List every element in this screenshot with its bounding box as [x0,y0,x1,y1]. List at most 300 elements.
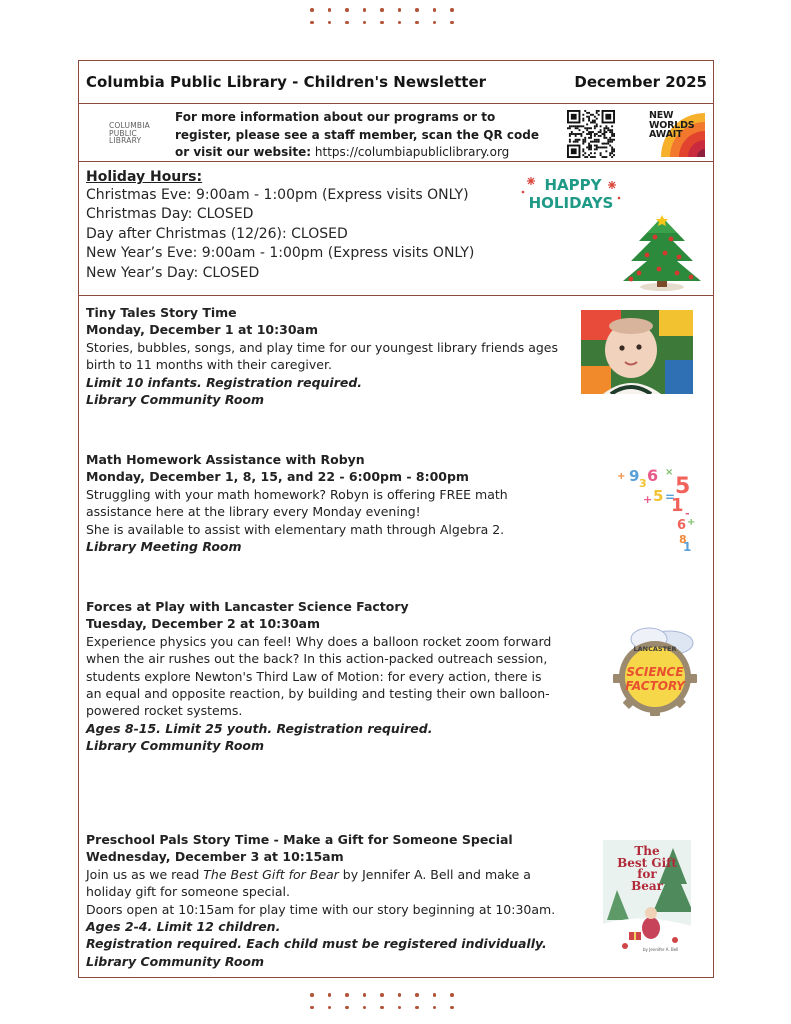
qr-module [586,112,588,114]
qr-module [613,150,615,152]
qr-module [605,146,607,148]
decor-dot [345,8,349,12]
math-glyph: 6 [647,467,659,485]
qr-module [594,133,596,135]
qr-module [594,145,596,147]
qr-module [590,141,592,143]
qr-module [588,146,590,148]
book-title-line: for [637,867,657,881]
holidays-text: HOLIDAYS [528,194,614,212]
decor-dot [380,8,384,12]
qr-module [571,114,577,120]
qr-module [594,139,596,141]
decor-dot [433,8,437,12]
events-section [79,296,713,976]
qr-module [603,146,605,148]
qr-module [609,139,611,141]
qr-module [575,139,577,141]
qr-module [592,131,594,133]
qr-module [582,143,584,145]
qr-module [598,139,600,141]
event-note: Ages 8-15. Limit 25 youth. Registration required. [86,720,433,736]
qr-module [592,156,594,158]
qr-module [582,148,584,150]
qr-module [611,139,613,141]
qr-module [584,127,586,129]
qr-module [611,152,613,154]
qr-module [605,131,607,133]
factory-logo-word: FACTORY [625,679,685,693]
qr-module [605,156,607,158]
qr-module [602,156,604,158]
qr-module [609,137,611,139]
christmas-tree-icon [617,207,707,293]
decor-dot [380,993,384,997]
qr-module [575,135,577,137]
qr-module [588,148,590,150]
qr-module [590,122,592,124]
qr-module [577,139,579,141]
math-glyph: 5 [675,474,691,499]
qr-module [584,137,586,139]
library-logo [87,110,163,156]
qr-module [607,141,609,143]
event-title: Tiny Tales Story Time [86,305,237,320]
qr-module [594,125,596,127]
qr-module [579,133,581,135]
event-note: Ages 2-4. Limit 12 children. [86,919,281,935]
qr-module [569,139,571,141]
math-glyph: + [617,471,626,482]
book-title-line: The [634,844,660,858]
decor-dot [310,993,314,997]
qr-module [584,152,586,154]
qr-module [594,156,596,158]
qr-module [586,133,588,135]
qr-module [586,129,588,131]
event-note: Registration required. Each child must be registered individually. [86,936,547,952]
qr-module [575,133,577,135]
decor-dot [328,1006,332,1010]
qr-module [603,135,605,137]
event-location: Library Community Room [86,392,265,408]
qr-module [605,127,607,129]
decor-dot [415,8,419,12]
decor-dot [363,21,367,25]
event-location: Library Meeting Room [86,539,242,555]
math-glyph: × [665,467,674,478]
qr-module [594,152,596,154]
qr-module [590,131,592,133]
qr-module [600,152,602,154]
math-glyph: 6 [677,518,687,533]
qr-module [598,114,600,116]
decor-dot [415,993,419,997]
qr-module [594,120,596,122]
qr-module [607,129,609,131]
qr-module [609,141,611,143]
decor-dot [398,8,402,12]
qr-module [588,145,590,147]
qr-module [605,125,607,127]
qr-module [577,125,579,127]
qr-module [590,145,592,147]
qr-module [569,135,571,137]
qr-module [600,129,602,131]
qr-module [588,143,590,145]
new-worlds-await-badge [648,109,705,157]
qr-module [596,139,598,141]
qr-module [594,148,596,150]
sparkle-icon [527,177,535,185]
event-preschool-pals [86,831,561,970]
decor-dot [310,21,314,25]
qr-module [602,143,604,145]
qr-module [596,133,598,135]
event-description: Struggling with your math homework? Robyn is offering FREE math assistance here at the library every Monday evening! [86,486,508,520]
decor-dot [328,21,332,25]
holiday-hours-heading: Holiday Hours: [86,169,203,185]
decor-dot [345,993,349,997]
logo-line: PUBLIC [109,128,137,138]
decor-dot [450,1006,454,1010]
qr-module [613,139,615,141]
qr-module [588,116,590,118]
qr-module [569,141,571,143]
bottom-dot-pattern [310,993,468,1009]
qr-module [600,135,602,137]
event-location: Library Community Room [86,953,265,969]
event-date: Wednesday, December 3 at 10:15am [86,849,344,865]
science-logo-word: SCIENCE [626,665,684,679]
math-glyph: 1 [671,495,684,516]
qr-module [611,141,613,143]
qr-module [596,125,598,127]
decor-dot [328,8,332,12]
qr-module [598,141,600,143]
info-banner [79,104,713,162]
qr-module [602,146,604,148]
qr-module [603,127,605,129]
badge-text [649,111,694,140]
qr-module [592,122,594,124]
qr-module [594,141,596,143]
qr-module [588,154,590,156]
qr-module [609,152,611,154]
qr-module [607,139,609,141]
decor-dot [363,1006,367,1010]
qr-module [577,133,579,135]
qr-module [586,146,588,148]
qr-module [609,145,611,147]
newsletter-header [79,61,713,104]
event-date: Monday, December 1 at 10:30am [86,322,318,338]
qr-module [582,141,584,143]
qr-module [569,127,571,129]
decor-dot [398,993,402,997]
event-description: Doors open at 10:15am for play time with our story beginning at 10:30am. [86,901,556,917]
event-location: Library Community Room [86,738,265,754]
qr-module [573,125,575,127]
desc-prefix: Join us as we read [86,866,204,882]
event-title: Preschool Pals Story Time - Make a Gift for Someone Special [86,832,513,847]
science-logo-top: LANCASTER [633,645,677,653]
top-dot-pattern [310,8,468,24]
decor-dot [345,21,349,25]
qr-module [582,139,584,141]
happy-text: HAPPY [544,176,602,194]
event-description: Stories, bubbles, songs, and play time for our youngest library friends ages birth to 11 months with their caregiver. [86,339,558,373]
decor-dot [345,1006,349,1010]
qr-module [575,127,577,129]
info-text [175,109,547,162]
decor-dot [310,1006,314,1010]
book-cover-best-gift-for-bear [603,840,691,958]
qr-module [600,125,602,127]
qr-module [573,141,575,143]
qr-module [579,139,581,141]
qr-module [603,156,605,158]
happy-holidays-graphic [519,174,623,214]
qr-module [607,143,609,145]
qr-module [590,156,592,158]
qr-module [588,112,590,114]
qr-module [603,133,605,135]
decor-dot [363,8,367,12]
qr-module [596,145,598,147]
science-factory-logo [609,621,701,717]
qr-module [605,150,607,152]
decor-dot [398,1006,402,1010]
newsletter-title: Columbia Public Library - Children's Newsletter [86,73,487,91]
qr-module [605,143,607,145]
math-glyph: 8 [679,533,687,546]
math-glyph: + [687,517,696,528]
book-cover-title [603,846,691,892]
decor-dot [433,21,437,25]
qr-module [580,125,582,127]
event-description [86,866,561,901]
qr-module [613,154,615,156]
decor-dot [380,1006,384,1010]
qr-module [590,152,592,154]
math-glyph: 5 [653,487,664,505]
qr-module [582,125,584,127]
qr-module [603,137,605,139]
event-date: Tuesday, December 2 at 10:30am [86,616,321,632]
qr-module [600,131,602,133]
math-glyph: 1 [683,540,692,551]
qr-module [611,129,613,131]
qr-module [584,156,586,158]
qr-module [582,120,584,122]
decor-dot [415,1006,419,1010]
qr-module [600,154,602,156]
qr-module [567,127,569,129]
logo-line: LIBRARY [109,136,142,146]
qr-module [613,133,615,135]
holiday-hours-line: Day after Christmas (12/26): CLOSED [86,225,348,242]
qr-module [584,139,586,141]
qr-module [582,154,584,156]
decor-dot [450,21,454,25]
qr-module [580,133,582,135]
qr-module [598,135,600,137]
qr-module [586,116,588,118]
event-math-homework [86,451,561,555]
holiday-hours-section [79,162,713,296]
qr-module [571,125,573,127]
qr-module [592,120,594,122]
event-note: Limit 10 infants. Registration required. [86,374,363,390]
qr-module [611,156,613,158]
qr-module [590,135,592,137]
qr-module [582,131,584,133]
qr-module [596,141,598,143]
sparkle-icon [608,181,616,189]
qr-module [582,118,584,120]
event-description: Experience physics you can feel! Why does a balloon rocket zoom forward when the air rushes out the back? In this action-packed outreach session, students explore Newton's Third Law of Motion: for every action, there is an equal and opposite reaction, by building and testing their own balloon-powered rocket systems. [86,633,552,719]
qr-module [579,129,581,131]
qr-module [594,135,596,137]
newsletter-frame [78,60,714,978]
qr-module [609,154,611,156]
qr-module [611,150,613,152]
qr-module [609,131,611,133]
qr-module [588,137,590,139]
qr-module [590,114,592,116]
qr-module [596,123,598,125]
qr-module [605,137,607,139]
holiday-hours-line: Christmas Day: CLOSED [86,206,254,223]
qr-module [588,133,590,135]
qr-code[interactable] [567,110,615,158]
qr-module [607,127,609,129]
qr-module [590,148,592,150]
qr-module [586,156,588,158]
decor-dot [328,993,332,997]
qr-module [590,146,592,148]
qr-module [603,143,605,145]
qr-module [596,148,598,150]
qr-module [569,133,571,135]
qr-module [611,125,613,127]
event-description: She is available to assist with elementary math through Algebra 2. [86,521,505,537]
baby-photo [581,310,693,394]
book-title-line: Best Gift [617,855,677,870]
qr-module [603,131,605,133]
decor-dot [433,1006,437,1010]
qr-module [594,122,596,124]
logo-line: COLUMBIA [109,121,150,130]
decor-dot [450,8,454,12]
qr-module [596,110,598,112]
book-cover-author: by Jennifer A. Bell [643,947,679,952]
event-tiny-tales [86,304,561,408]
math-glyph: 9 [629,467,640,485]
qr-module [592,114,594,116]
qr-module [602,133,604,135]
book-title-line: Bear [631,878,663,893]
qr-module [586,123,588,125]
math-glyph: - [685,507,690,520]
qr-module [577,141,579,143]
qr-module [588,127,590,129]
holiday-hours-line: New Year’s Eve: 9:00am - 1:00pm (Express visits ONLY) [86,245,475,262]
badge-line: NEW [649,110,674,121]
decor-dot [380,21,384,25]
event-title: Math Homework Assistance with Robyn [86,452,365,467]
qr-module [605,114,611,120]
decor-dot [415,21,419,25]
qr-module [575,125,577,127]
holiday-hours-line: Christmas Eve: 9:00am - 1:00pm (Express visits ONLY) [86,187,469,203]
qr-module [609,129,611,131]
qr-module [600,146,602,148]
desc-suffix: by Jennifer A. Bell and make a holiday gift for someone special. [86,866,531,900]
qr-module [579,125,581,127]
badge-line: AWAIT [649,129,683,140]
website-link[interactable]: https://columbiapubliclibrary.org [314,145,510,159]
qr-module [577,127,579,129]
qr-module [580,135,582,137]
qr-module [598,110,600,112]
decor-dot [363,993,367,997]
qr-module [598,131,600,133]
qr-module [596,118,598,120]
qr-module [611,133,613,135]
qr-module [594,116,596,118]
newsletter-date: December 2025 [574,73,707,91]
math-glyph: 3 [639,477,647,490]
holiday-hours-line: New Year’s Day: CLOSED [86,264,260,281]
math-glyph: + [643,493,653,506]
library-logo-text [109,122,150,145]
qr-module [571,131,573,133]
badge-line: WORLDS [649,119,695,131]
qr-module [611,135,613,137]
qr-module [569,125,571,127]
event-forces-at-play [86,598,561,755]
qr-module [584,141,586,143]
qr-module [575,141,577,143]
qr-module [588,120,590,122]
qr-module [582,150,584,152]
qr-module [590,137,592,139]
event-title: Forces at Play with Lancaster Science Factory [86,599,409,614]
book-title-italic: The Best Gift for Bear [203,866,339,882]
qr-module [582,114,584,116]
qr-module [611,146,613,148]
qr-module [598,146,600,148]
qr-module [596,112,598,114]
qr-module [596,146,598,148]
decor-dot [433,993,437,997]
qr-module [571,133,573,135]
qr-module [613,148,615,150]
decor-dot [450,993,454,997]
qr-module [588,118,590,120]
event-date: Monday, December 1, 8, 15, and 22 - 6:00pm - 8:00pm [86,469,469,485]
decor-dot [310,8,314,12]
qr-module [603,129,605,131]
info-text-bold: For more information about our programs or to register, please see a staff member, scan the QR code or visit our website: [175,110,539,159]
qr-module [590,133,592,135]
qr-module [573,133,575,135]
qr-module [571,148,577,154]
qr-module [611,131,613,133]
qr-module [592,141,594,143]
